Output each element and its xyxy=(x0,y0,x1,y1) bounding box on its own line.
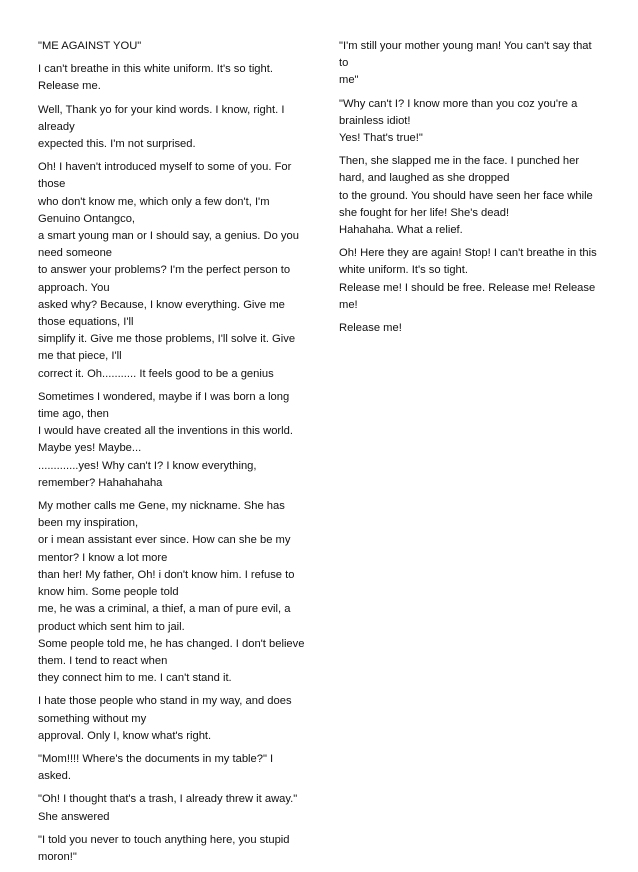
text-line: need someone xyxy=(38,247,113,260)
text-line: "ME AGAINST YOU" xyxy=(38,40,142,52)
text-line: .............yes! Why can't I? I know everything, xyxy=(38,459,257,472)
paragraph xyxy=(38,498,308,687)
text-line: Genuino Ontangco, xyxy=(38,212,136,225)
text-line: Oh! I haven't introduced myself to some of you. For xyxy=(38,161,292,174)
text-line: white uniform. It's so tight. xyxy=(339,264,468,277)
text-line: I hate those people who stand in my way, and does xyxy=(38,695,292,708)
text-line: hard, and laughed as she dropped xyxy=(339,172,510,185)
paragraph xyxy=(38,102,308,154)
text-line: asked. xyxy=(38,770,71,783)
text-line: me! xyxy=(339,298,358,311)
text-line: been my inspiration, xyxy=(38,517,139,530)
text-line: Sometimes I wondered, maybe if I was born a long xyxy=(38,390,290,403)
text-line: to the ground. You should have seen her face while xyxy=(339,189,593,202)
text-line: than her! My father, Oh! i don't know him. I refuse to xyxy=(38,568,295,581)
text-line: "Mom!!!! Where's the documents in my table?" I xyxy=(38,752,274,765)
text-line: know him. Some people told xyxy=(38,586,179,599)
paragraph xyxy=(38,38,308,55)
text-line: "I'm still your mother young man! You can't say that to xyxy=(339,40,592,70)
text-line: Release me! xyxy=(339,322,402,335)
text-line: she fought for her life! She's dead! xyxy=(339,206,510,219)
paragraph xyxy=(339,96,604,148)
paragraph xyxy=(38,61,308,95)
text-line: Well, Thank yo for your kind words. I know, right. I xyxy=(38,103,285,116)
text-line: simplify it. Give me those problems, I'll solve it. Give xyxy=(38,333,296,346)
text-line: me" xyxy=(339,74,359,87)
text-line: mentor? I know a lot more xyxy=(38,551,168,564)
text-line: Some people told me, he has changed. I don't believe xyxy=(38,637,305,650)
text-line: expected this. I'm not surprised. xyxy=(38,138,196,151)
text-line: a smart young man or I should say, a genius. Do you xyxy=(38,230,299,243)
paragraph xyxy=(38,389,308,492)
paragraph xyxy=(339,245,604,314)
text-line: Maybe yes! Maybe... xyxy=(38,442,142,455)
text-line: Yes! That's true!" xyxy=(339,132,423,145)
text-line: Then, she slapped me in the face. I punched her xyxy=(339,155,580,168)
text-line: approval. Only I, know what's right. xyxy=(38,729,212,742)
right-column xyxy=(339,38,604,343)
text-line: to answer your problems? I'm the perfect person to xyxy=(38,264,291,277)
paragraph xyxy=(339,320,604,337)
text-line: me, he was a criminal, a thief, a man of pure evil, a xyxy=(38,603,291,616)
text-line: those equations, I'll xyxy=(38,316,134,329)
text-line: already xyxy=(38,120,75,133)
text-line: She answered xyxy=(38,810,110,823)
text-line: they connect him to me. I can't stand it. xyxy=(38,672,232,685)
text-line: I can't breathe in this white uniform. It's so tight. xyxy=(38,63,273,76)
paragraph xyxy=(339,38,604,90)
text-line: those xyxy=(38,178,66,191)
paragraph xyxy=(38,693,308,745)
text-line: asked why? Because, I know everything. Give me xyxy=(38,298,285,311)
text-line: product which sent him to jail. xyxy=(38,620,185,633)
text-line: time ago, then xyxy=(38,408,109,421)
paragraph xyxy=(339,153,604,239)
text-line: Release me! I should be free. Release me! Release xyxy=(339,281,596,294)
text-line: them. I tend to react when xyxy=(38,654,168,667)
paragraph xyxy=(38,159,308,383)
text-line: Hahahaha. What a relief. xyxy=(339,224,463,237)
text-line: or i mean assistant ever since. How can she be my xyxy=(38,534,291,547)
text-line: My mother calls me Gene, my nickname. She has xyxy=(38,500,285,513)
text-line: who don't know me, which only a few don't, I'm xyxy=(38,195,270,208)
paragraph xyxy=(38,791,308,825)
text-line: remember? Hahahahaha xyxy=(38,476,163,489)
text-line: Oh! Here they are again! Stop! I can't breathe in this xyxy=(339,247,597,260)
paragraph xyxy=(38,832,308,866)
text-line: something without my xyxy=(38,712,147,725)
text-line: approach. You xyxy=(38,281,110,294)
text-line: me that piece, I'll xyxy=(38,350,122,363)
text-line: correct it. Oh........... It feels good to be a genius xyxy=(38,367,274,380)
text-line: I would have created all the inventions in this world. xyxy=(38,425,293,438)
text-line: "Oh! I thought that's a trash, I already threw it away." xyxy=(38,793,298,806)
text-line: moron!" xyxy=(38,850,77,863)
left-column xyxy=(38,38,308,872)
text-line: brainless idiot! xyxy=(339,114,411,127)
text-line: "I told you never to touch anything here, you stupid xyxy=(38,833,290,846)
text-line: "Why can't I? I know more than you coz you're a xyxy=(339,97,578,110)
paragraph xyxy=(38,751,308,785)
text-line: Release me. xyxy=(38,80,101,93)
